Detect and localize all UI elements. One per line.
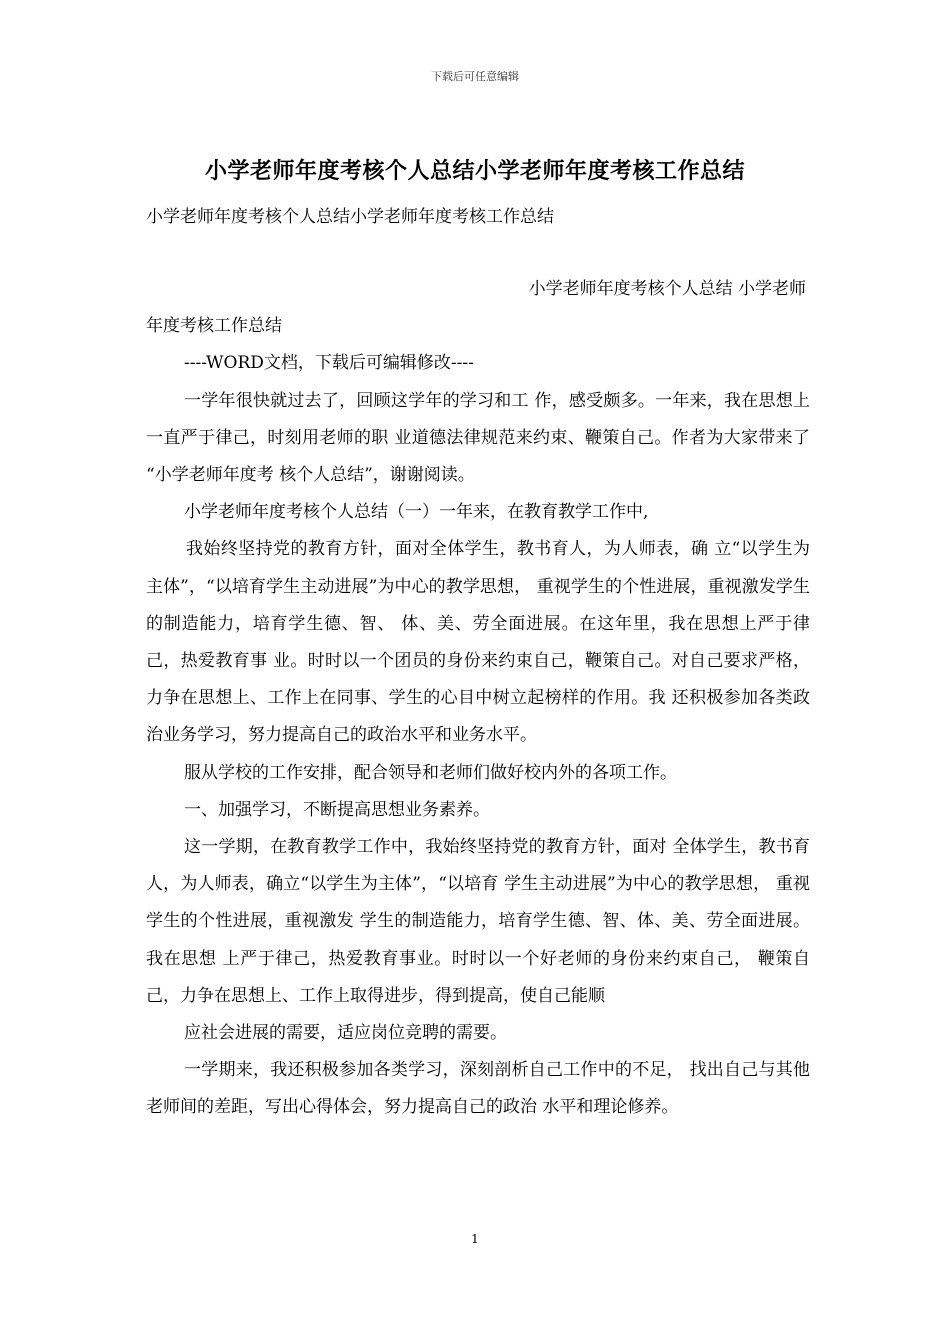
paragraph: 应社会进展的需要，适应岗位竞聘的需要。 — [184, 1023, 507, 1044]
paragraph: 一、加强学习，不断提高思想业务素养。 — [184, 799, 490, 820]
paragraph: 一学期来，我还积极参加各类学习，深刻剖析自己工作中的不足， 找出自己与其他老师间的差距，写出心得体会，努力提高自己的政治 水平和理论修养。 — [146, 1060, 810, 1118]
paragraph: ----WORD文档，下载后可编辑修改---- — [184, 353, 474, 374]
paragraph: 一学年很快就过去了，回顾这学年的学习和工 作，感受颇多。一年来，我在思想上一直严于律己，时刻用老师的职 业道德法律规范来约束、鞭策自己。作者为大家带来了 “小学老师年度考 核个人总结”，谢谢阅读。 — [146, 390, 810, 486]
paragraph: 小学老师年度考核个人总结（一）一年来，在教育教学工作中, — [184, 502, 649, 523]
document-title: 小学老师年度考核个人总结小学老师年度考核工作总结 — [204, 158, 745, 184]
paragraph: 我始终坚持党的教育方针，面对全体学生，教书育人，为人师表，确 立“以学生为主体”，“以培育学生主动进展”为中心的教学思想， 重视学生的个性进展，重视激发学生的制造能力，培育学生德、智、 体、美、劳全面进展。在这年里，我在思想上严于律己，热爱教育事 业。时时以一个团员的身份来约束自己，鞭策自己。对自己要求严格， 力争在思想上、工作上在同事、学生的心目中树立起榜样的作用。我 还积极参加各类政治业务学习，努力提高自己的政治水平和业务水平。 — [146, 539, 810, 746]
document-subtitle: 小学老师年度考核个人总结小学老师年度考核工作总结 — [146, 207, 554, 227]
page-header: 下载后可任意编辑 — [431, 70, 519, 83]
paragraph: 这一学期，在教育教学工作中，我始终坚持党的教育方针，面对 全体学生，教书育人，为人师表，确立“以学生为主体”，“以培育 学生主动进展”为中心的教学思想， 重视学生的个性进展，重视激发 学生的制造能力，培育学生德、智、体、美、劳全面进展。我在思想 上严于律己，热爱教育事业。时时以一个好老师的身份来约束自己， 鞭策自己，力争在思想上、工作上取得进步，得到提高，使自己能顺 — [146, 837, 810, 1006]
paragraph: 服从学校的工作安排，配合领导和老师们做好校内外的各项工作。 — [184, 762, 677, 783]
right-heading: 小学老师年度考核个人总结 小学老师 — [528, 279, 806, 299]
page-number: 1 — [471, 1232, 479, 1246]
paragraph: 年度考核工作总结 — [146, 316, 282, 337]
document-body — [146, 271, 810, 1127]
